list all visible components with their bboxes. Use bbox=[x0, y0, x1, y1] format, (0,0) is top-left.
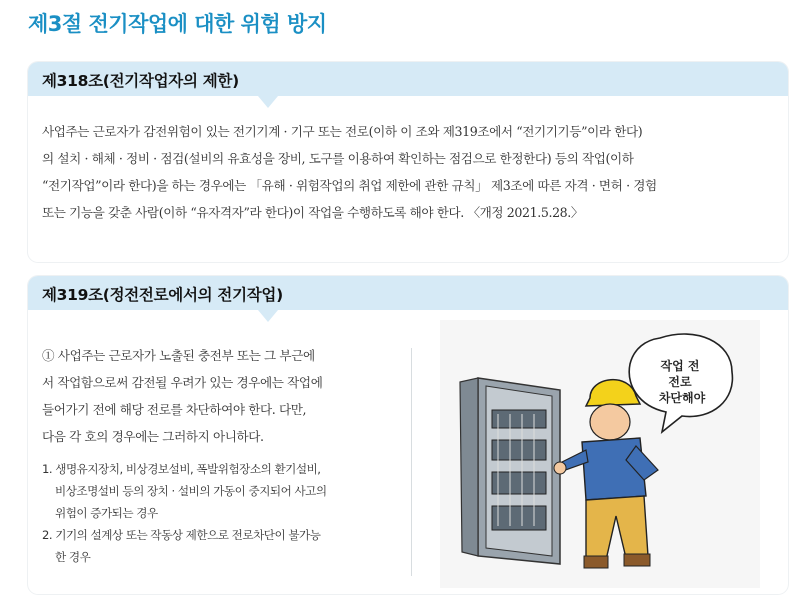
list-item-line: 비상조명설비 등의 장치 · 설비의 가동이 중지되어 사고의 bbox=[55, 484, 327, 498]
article-318-header bbox=[28, 62, 788, 96]
body-line: ① 사업주는 근로자가 노출된 충전부 또는 그 부근에 bbox=[42, 348, 315, 363]
body-line: “전기작업”이라 한다)을 하는 경우에는 「유해 · 위험작업의 취업 제한에 관한 규칙」 제3조에 따른 자격 · 면허 · 경험 bbox=[42, 178, 657, 193]
body-line: 의 설치 · 해체 · 정비 · 점검(설비의 유효성을 장비, 도구를 이용하여 확인하는 점검으로 한정한다) 등의 작업(이하 bbox=[42, 151, 634, 166]
article-319-card bbox=[28, 276, 788, 594]
article-318-body bbox=[42, 118, 780, 226]
body-line: 또는 기능을 갖춘 사람(이하 “유자격자”라 한다)이 작업을 수행하도록 해야 한다. 〈개정 2021.5.28.〉 bbox=[42, 205, 584, 220]
header-pointer bbox=[258, 96, 278, 108]
list-item-line: 위험이 증가되는 경우 bbox=[55, 506, 158, 520]
body-line: 사업주는 근로자가 감전위험이 있는 전기기계 · 기구 또는 전로(이하 이 조와 제319조에서 “전기기기등”이라 한다) bbox=[42, 124, 643, 139]
speech-line: 전로 bbox=[668, 375, 692, 389]
article-319-paragraph bbox=[42, 342, 412, 450]
speech-line: 차단해야 bbox=[658, 391, 706, 405]
electrical-panel bbox=[460, 378, 560, 564]
list-item-line: 2. 기기의 설계상 또는 작동상 제한으로 전로차단이 불가능 bbox=[42, 528, 321, 542]
article-319-title: 제319조(정전전로에서의 전기작업) bbox=[42, 286, 283, 304]
worker-illustration bbox=[440, 320, 760, 588]
list-item-line: 한 경우 bbox=[55, 550, 91, 564]
exception-list bbox=[42, 458, 412, 568]
header-pointer bbox=[258, 310, 278, 322]
section-title: 제3절 전기작업에 대한 위험 방지 bbox=[28, 12, 327, 36]
speech-line: 작업 전 bbox=[660, 359, 700, 373]
body-line: 서 작업함으로써 감전될 우려가 있는 경우에는 작업에 bbox=[42, 375, 323, 390]
article-318-title: 제318조(전기작업자의 제한) bbox=[42, 72, 239, 90]
body-line: 다음 각 호의 경우에는 그러하지 아니하다. bbox=[42, 429, 264, 444]
list-item-line: 1. 생명유지장치, 비상경보설비, 폭발위험장소의 환기설비, bbox=[42, 462, 321, 476]
column-divider bbox=[411, 348, 412, 576]
article-319-header bbox=[28, 276, 788, 310]
body-line: 들어가기 전에 해당 전로를 차단하여야 한다. 다만, bbox=[42, 402, 307, 417]
article-318-card bbox=[28, 62, 788, 262]
